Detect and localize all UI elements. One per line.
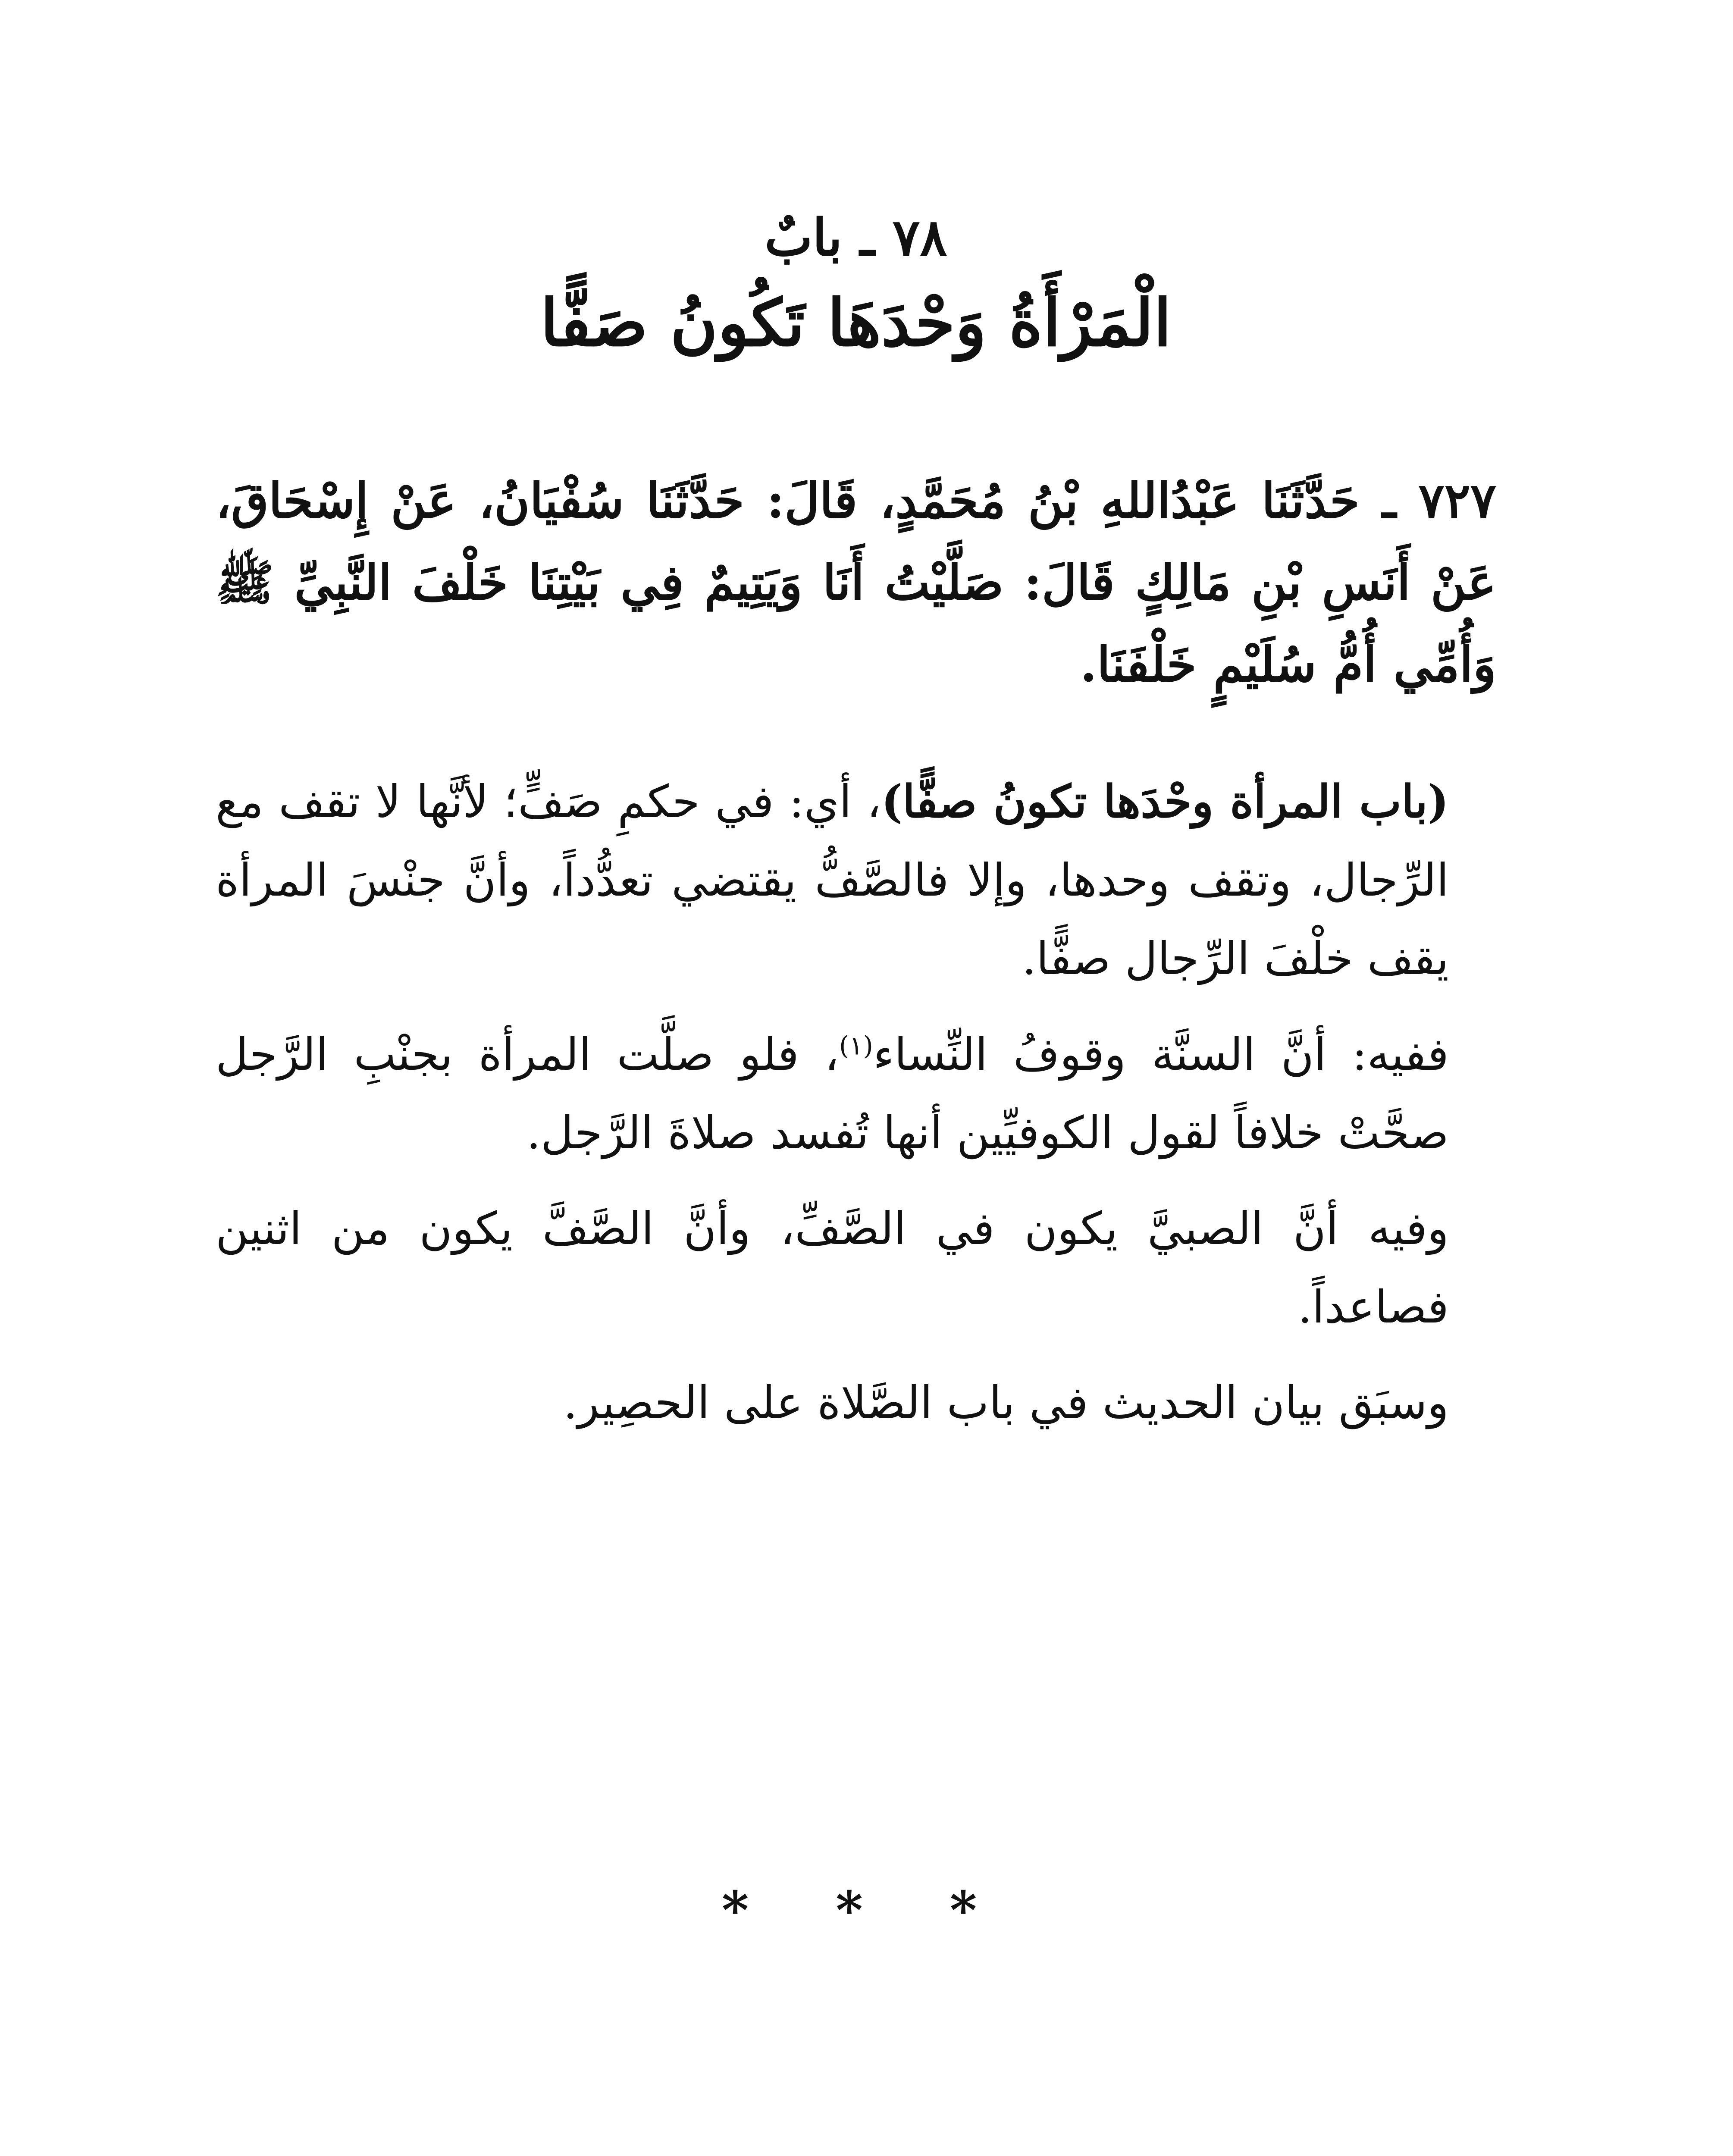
commentary-chapter-reference: (باب المرأة وحْدَها تكونُ صفًّا) [881, 774, 1449, 828]
commentary-paragraph-2-end: ، فلو صلَّت المرأة بجنْبِ الرَّجل صحَّتْ خلافاً لقول الكوفيِّين أنها تُفسد صلاةَ الرَّجل. [216, 1028, 1449, 1159]
chapter-number: ٧٨ ـ بابٌ [765, 207, 947, 267]
commentary-paragraph-3: وفيه أنَّ الصبيَّ يكون في الصَّفِّ، وأنَّ الصَّفَّ يكون من اثنين فصاعداً. [216, 1202, 1449, 1333]
commentary-paragraph-1 [216, 762, 1496, 998]
commentary-paragraph-2-start: ففيه: أنَّ السنَّة وقوفُ النِّساء [873, 1028, 1449, 1081]
chapter-title: الْمَرْأَةُ وَحْدَهَا تَكُونُ صَفًّا [540, 285, 1172, 361]
commentary-paragraph-1-text: ، أي: في حكمِ صَفٍّ؛ لأنَّها لا تقف مع الرِّجال، وتقف وحدها، وإلا فالصَّفُّ يقتضي تعدُّداً، وأنَّ جنْسَ المرأة يقف خلْفَ الرِّجال صفًّا. [216, 775, 1449, 985]
commentary-paragraph-4: وسبَق بيان الحديث في باب الصَّلاة على الحصِير. [563, 1376, 1449, 1429]
section-separator: * * * [721, 1880, 1012, 1941]
main-content [216, 207, 1496, 1442]
footnote-reference: (١) [839, 1031, 873, 1061]
hadith-text: ٧٢٧ ـ حَدَّثَنَا عَبْدُاللهِ بْنُ مُحَمَّدٍ، قَالَ: حَدَّثَنَا سُفْيَانُ، عَنْ إِسْحَاقَ، عَنْ أَنَسِ بْنِ مَالِكٍ قَالَ: صَلَّيْتُ أَنَا وَيَتِيمٌ فِي بَيْتِنَا خَلْفَ النَّبِيِّ ﷺ وَأُمِّي أُمُّ سُلَيْمٍ خَلْفَنَا. [216, 472, 1497, 693]
commentary-paragraph-2 [216, 1015, 1496, 1172]
